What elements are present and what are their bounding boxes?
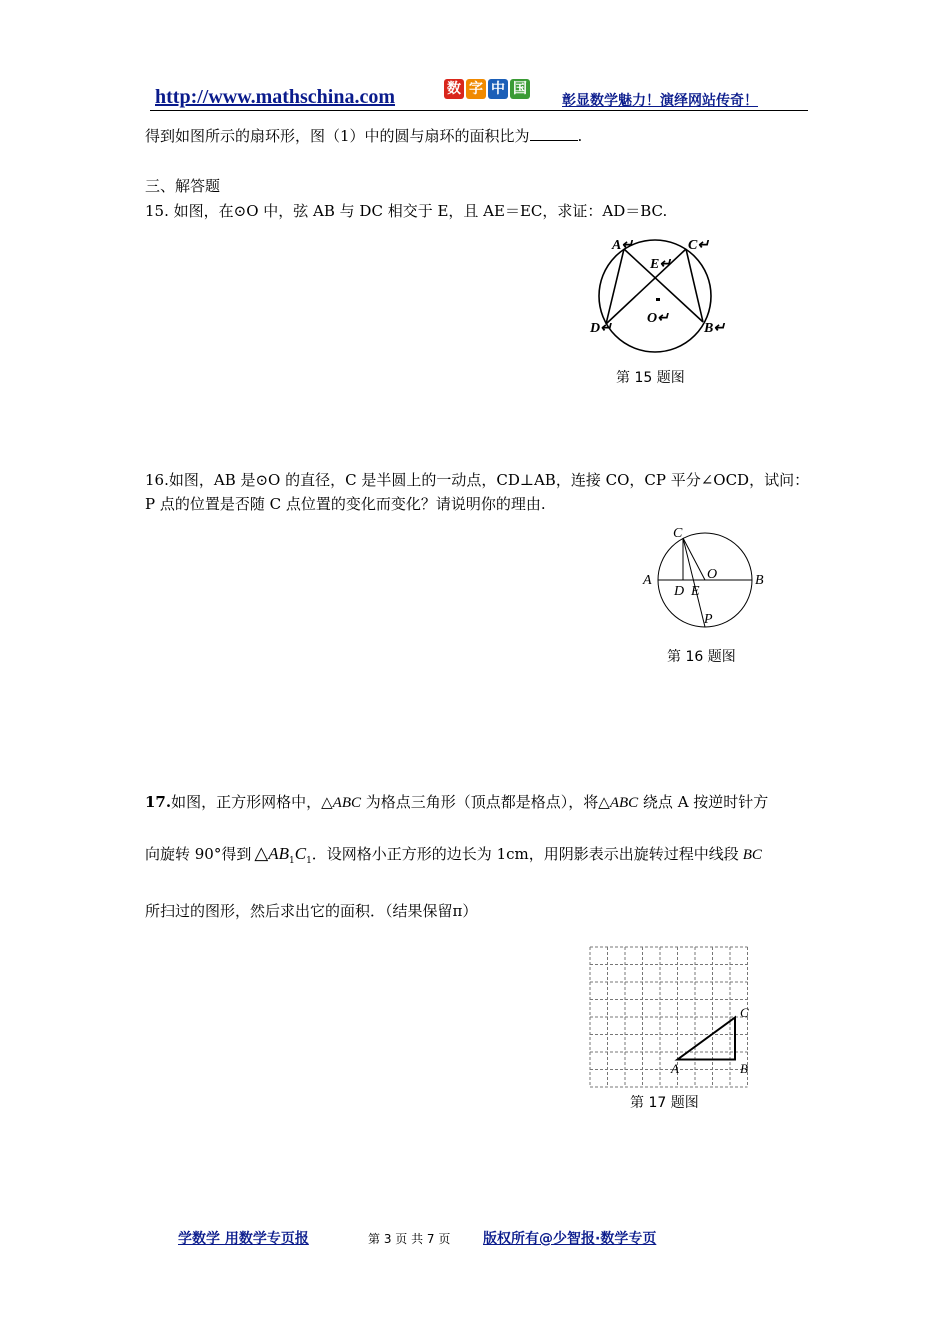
q16-segment-co <box>683 538 705 580</box>
q16-circle-figure <box>640 520 780 630</box>
q15-circle-figure <box>580 230 740 360</box>
q15-label-e: E↵ <box>650 257 672 272</box>
question-17-line-3: 所扫过的图形，然后求出它的面积．（结果保留π） <box>145 902 478 920</box>
q16-segment-cp <box>683 538 705 627</box>
q15-center-dot <box>656 298 660 301</box>
q17-sub-1: 1 <box>288 856 295 866</box>
q17-sub-2: 1 <box>306 856 312 866</box>
q17-number: 17. <box>145 793 172 811</box>
q16-label-d: D <box>674 584 685 599</box>
answer-blank <box>530 126 578 141</box>
continued-question-line <box>145 126 582 146</box>
q17-triangle-abc <box>678 1018 736 1060</box>
q16-caption: 第 16 题图 <box>667 649 736 665</box>
q15-chord-ad <box>606 249 624 324</box>
q17-caption: 第 17 题图 <box>630 1095 699 1111</box>
footer-right-link[interactable]: 版权所有@少智报·数学专页 <box>483 1231 657 1247</box>
question-17-line-1 <box>145 792 768 813</box>
q15-label-o: O↵ <box>647 311 669 326</box>
q17-label-a: A <box>671 1061 679 1076</box>
q16-label-a: A <box>643 573 652 588</box>
q17-bc: BC <box>742 847 762 863</box>
q17-abc-2: ABC <box>609 795 639 811</box>
q17-label-b: B <box>740 1061 748 1076</box>
q17-abc-1: ABC <box>332 795 361 811</box>
q17-ab1c1-c: C <box>294 844 307 863</box>
q16-label-c: C <box>673 526 683 541</box>
question-17-line-2 <box>145 844 762 871</box>
q16-label-e: E <box>691 584 700 599</box>
q15-label-c: C↵ <box>688 238 710 253</box>
q17-text-a: 如图，正方形网格中，△ <box>171 793 333 811</box>
logo-char-1: 数 <box>444 79 464 99</box>
continued-question-end: . <box>577 127 583 145</box>
question-16-line-2: P 点的位置是否随 C 点位置的变化而变化？请说明你的理由. <box>145 495 546 513</box>
q15-label-b: B↵ <box>704 321 726 336</box>
question-15-text: 15. 如图，在⊙O 中，弦 AB 与 DC 相交于 E，且 AE＝EC，求证：AD＝BC. <box>145 202 668 220</box>
q15-chord-cd <box>606 249 686 324</box>
q17-text-c: 为格点三角形（顶点都是格点），将△ <box>361 793 610 811</box>
question-16-line-1: 16.如图，AB 是⊙O 的直径，C 是半圆上的一动点，CD⊥AB，连接 CO，CP 平分∠OCD，试问： <box>145 471 810 489</box>
site-logo <box>444 78 544 100</box>
q17-text-e: 绕点 A 按逆时针方 <box>638 793 769 811</box>
q17-triangle-symbol: △ <box>254 843 269 864</box>
q17-grid <box>590 947 748 1087</box>
q15-chord-bc <box>686 249 703 322</box>
q16-label-b: B <box>755 573 764 588</box>
q17-label-c: C <box>740 1005 749 1020</box>
section-title: 三、解答题 <box>145 177 221 195</box>
q15-label-a: A↵ <box>612 238 634 253</box>
q17-ab1c1-ab: AB <box>268 844 289 863</box>
footer-left-link[interactable]: 学数学 用数学专页报 <box>178 1231 309 1247</box>
header-divider <box>150 110 808 111</box>
q17-text-grid: ．设网格小正方形的边长为 1cm，用阴影表示出旋转过程中线段 <box>311 845 739 863</box>
q16-label-o: O <box>707 567 718 582</box>
footer-page-number: 第 3 页 共 7 页 <box>368 1232 451 1246</box>
header-slogan: 彰显数学魅力！演绎网站传奇！ <box>562 93 758 109</box>
logo-char-4: 国 <box>510 79 530 99</box>
logo-char-2: 字 <box>466 79 486 99</box>
q17-grid-figure <box>585 940 760 1090</box>
q15-caption: 第 15 题图 <box>616 370 685 386</box>
logo-char-3: 中 <box>488 79 508 99</box>
header-url-link[interactable]: http://www.mathschina.com <box>155 86 396 108</box>
q15-label-d: D↵ <box>590 321 612 336</box>
continued-question-text: 得到如图所示的扇环形，图（1）中的圆与扇环的面积比为 <box>145 127 530 145</box>
q17-text-rotate: 向旋转 90°得到 <box>145 845 252 863</box>
q16-label-p: P <box>704 612 713 627</box>
